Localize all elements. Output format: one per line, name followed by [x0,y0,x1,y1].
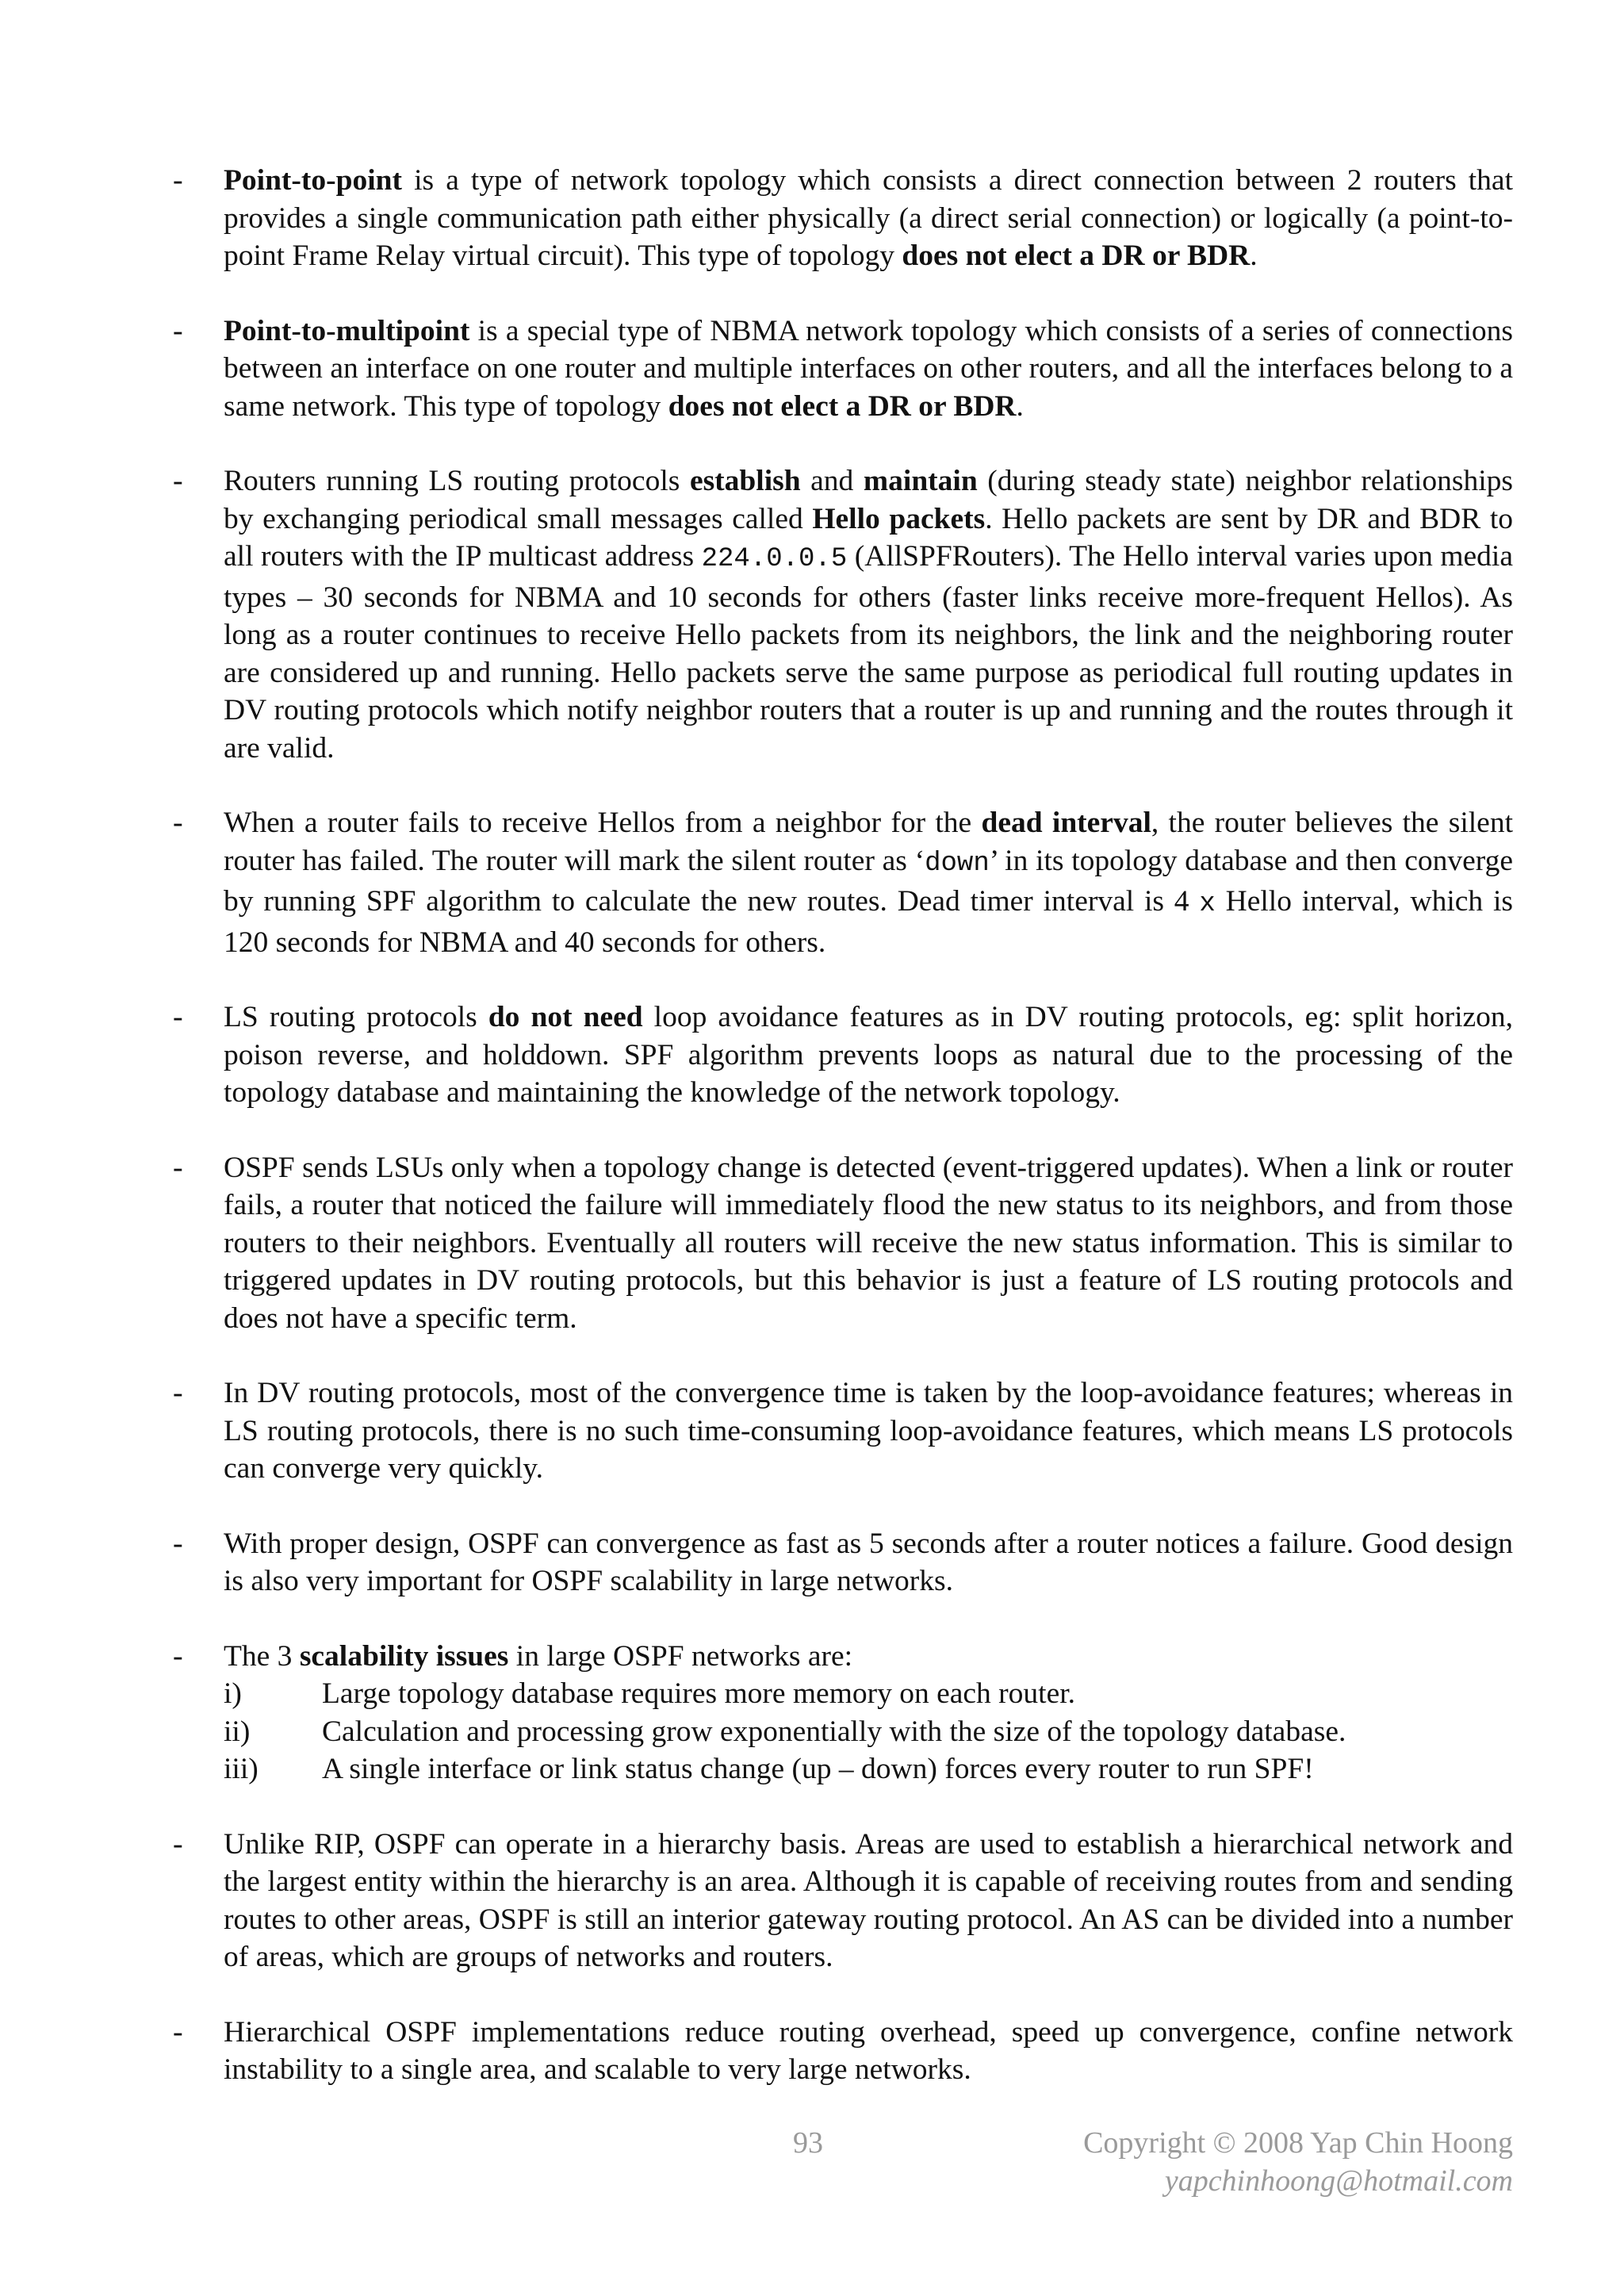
paragraph-text: . [1016,389,1024,423]
bold-term: Point-to-multipoint [224,314,470,347]
page-footer [0,2124,1624,2211]
paragraph-text: is a special type of NBMA network topology which consists of a series of connections between an interface on one router and multiple interfaces on other routers, and all the interfaces belong to a same network. This type of topology [224,314,1513,423]
copyright-notice: Copyright © 2008 Yap Chin Hoong [1083,2126,1513,2160]
sublist-item [224,1750,1513,1788]
paragraph-text: LS routing protocols [224,1001,488,1033]
document-body [173,162,1513,2126]
bold-term: maintain [863,465,978,497]
numbered-sublist [224,1675,1513,1788]
page-number: 93 [793,2126,823,2160]
sublist-number: iii) [224,1753,259,1785]
bold-term: Point-to-point [224,164,402,197]
bullet-item [173,1638,1513,1788]
bullet-item [173,312,1513,426]
bullet-item [173,1826,1513,1976]
bold-term: scalability issues [299,1639,509,1673]
bold-term: Hello packets [812,502,986,535]
bold-term: do not need [488,1001,643,1033]
bullet-paragraph [224,2014,1513,2089]
bold-term: does not elect a DR or BDR [902,240,1251,272]
bullet-item [173,462,1513,767]
bold-term: does not elect a DR or BDR [668,389,1017,423]
paragraph-text: Hierarchical OSPF implementations reduce routing overhead, speed up convergence, confine network instability to a single area, and scalable to very large networks. [224,2015,1513,2086]
bullet-item [173,2014,1513,2089]
paragraph-text: is a type of network topology which consists a direct connection between 2 routers that provides a single communication path either physically (a direct serial connection) or logically (a point-to-point Frame Relay virtual circuit). This type of topology [224,164,1513,272]
sublist-text: A single interface or link status change (up – down) forces every router to run SPF! [322,1753,1314,1785]
sublist-item [224,1675,1513,1713]
sublist-text: Large topology database requires more memory on each router. [322,1677,1076,1710]
paragraph-text: When a router fails to receive Hellos from a neighbor for the [224,807,982,839]
paragraph-text: (AllSPFRouters). The Hello interval varies upon media types – 30 seconds for NBMA and 10 seconds for others (faster links receive more-frequent Hellos). As long as a router continues to receive Hello packets from its neighbors, the link and the neighboring router are considered up and running. Hello packets serve the same purpose as periodical full routing updates in DV routing protocols which notify neighbor routers that a router is up and running and the routes through it are valid. [224,540,1513,765]
bullet-item [173,804,1513,961]
paragraph-text: Unlike RIP, OSPF can operate in a hierarchy basis. Areas are used to establish a hierarchical network and the largest entity within the hierarchy is an area. Although it is capable of receiving routes from and sending routes to other areas, OSPF is still an interior gateway routing protocol. An AS can be divided into a number of areas, which are groups of networks and routers. [224,1827,1513,1973]
bullet-paragraph [224,1149,1513,1338]
bullet-item [173,1525,1513,1600]
bullet-paragraph [224,999,1513,1112]
paragraph-text: With proper design, OSPF can convergence as fast as 5 seconds after a router notices a failure. Good design is also very important for OSPF scalability in large networks. [224,1527,1513,1597]
bullet-paragraph [224,1374,1513,1488]
bullet-paragraph [224,162,1513,275]
paragraph-text: OSPF sends LSUs only when a topology change is detected (event-triggered updates). When a link or router fails, a router that noticed the failure will immediately flood the new status to its neighbors, and from those routers to their neighbors. Eventually all routers will receive the new status information. This is similar to triggered updates in DV routing protocols, but this behavior is just a feature of LS routing protocols and does not have a specific term. [224,1151,1513,1335]
paragraph-text: . Hello packets are sent by DR and BDR to all routers with the IP multicast address [224,502,1513,573]
code-text: down [925,848,990,879]
paragraph-text: In DV routing protocols, most of the convergence time is taken by the loop-avoidance features; whereas in LS routing protocols, there is no such time-consuming loop-avoidance features, which means LS protocols can converge very quickly. [224,1377,1513,1485]
paragraph-text: loop avoidance features as in DV routing protocols, eg: split horizon, poison reverse, and holddown. SPF algorithm prevents loops as natural due to the processing of the topology database and maintaining the knowledge of the network topology. [224,1001,1514,1109]
sublist-item [224,1713,1513,1751]
bullet-item [173,1149,1513,1338]
paragraph-text: The 3 [224,1639,300,1673]
author-email: yapchinhoong@hotmail.com [1164,2164,1513,2198]
bullet-item [173,162,1513,275]
paragraph-text: and [800,465,864,497]
bullet-paragraph [224,1638,1513,1676]
sublist-number: i) [224,1677,242,1710]
paragraph-text: Hello interval, which is 120 seconds for NBMA and 40 seconds for others. [224,885,1513,959]
paragraph-text: Routers running LS routing protocols [224,465,690,497]
bullet-paragraph [224,1525,1513,1600]
paragraph-text: (during steady state) neighbor relationships by exchanging periodical small messages called [224,465,1513,535]
bold-term: establish [689,465,801,497]
paragraph-text: . [1250,240,1258,272]
paragraph-text: in large OSPF networks are: [508,1639,853,1673]
bullet-paragraph [224,312,1513,426]
bullet-paragraph [224,804,1513,961]
code-text: x [1199,889,1216,919]
paragraph-text: ’ in its topology database and then converge by running SPF algorithm to calculate the new routes. Dead timer interval is 4 [224,844,1513,918]
bullet-item [173,999,1513,1112]
bullet-item [173,1374,1513,1488]
bold-term: dead interval [981,807,1151,839]
sublist-number: ii) [224,1715,251,1748]
bullet-paragraph [224,462,1513,767]
code-text: 224.0.0.5 [701,544,848,574]
paragraph-text: , the router believes the silent router has failed. The router will mark the silent router as ‘ [224,807,1513,877]
sublist-text: Calculation and processing grow exponentially with the size of the topology database. [322,1715,1346,1748]
bullet-paragraph [224,1826,1513,1976]
